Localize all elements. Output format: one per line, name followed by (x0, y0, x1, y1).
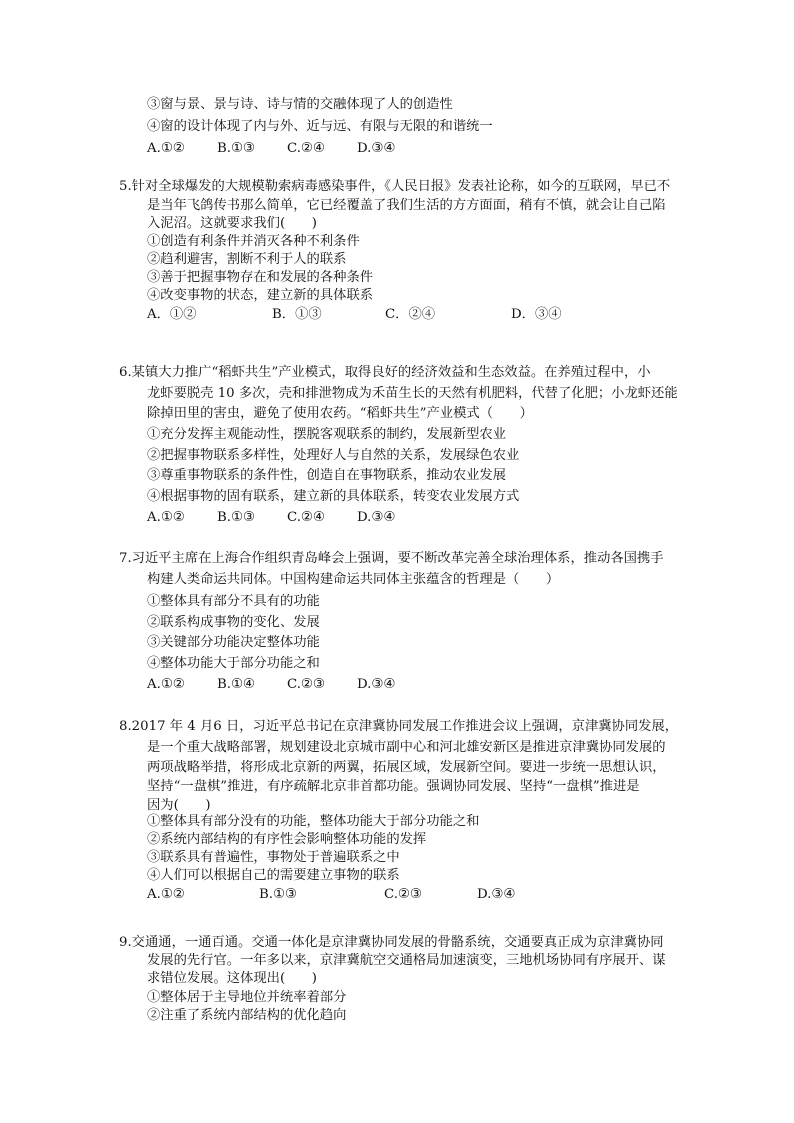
choice-d: D.③④ (357, 510, 396, 525)
option-item: ①整体具有部分没有的功能，整体功能大于部分功能之和 (147, 814, 480, 829)
option-item: ③关键部分功能决定整体功能 (147, 635, 320, 650)
option-item: ①整体具有部分不具有的功能 (147, 594, 320, 609)
answer-choices (147, 886, 515, 904)
choice-c: C.②④ (287, 510, 325, 525)
option-item: ④改变事物的状态，建立新的具体联系 (147, 288, 374, 303)
choice-a: A.①② (147, 887, 185, 902)
option-item: ①整体居于主导地位并统率着部分 (147, 990, 347, 1005)
choice-c: C.②③ (287, 677, 325, 692)
option-item: ④整体功能大于部分功能之和 (147, 656, 320, 671)
option-item: ④窗的设计体现了内与外、近与远、有限与无限的和谐统一 (147, 119, 493, 134)
answer-choices (147, 140, 395, 158)
question-7-stem: 7.习近平主席在上海合作组织青岛峰会上强调，要不断改革完善全球治理体系，推动各国携手 (119, 551, 664, 566)
answer-choices (147, 676, 395, 694)
question-5-stem: 5.针对全球爆发的大规模勒索病毒感染事件，《人民日报》发表社论称，如今的互联网，早已不 (119, 179, 671, 194)
question-8-stem: 坚持“一盘棋”推进，有序疏解北京非首都功能。强调协同发展、坚持“一盘棋”推进是 (147, 779, 640, 794)
choice-a: A.①② (147, 510, 185, 525)
choice-c: C．②④ (385, 307, 436, 322)
answer-choices (147, 509, 395, 527)
option-item: ②联系构成事物的变化、发展 (147, 615, 320, 630)
option-item: ③尊重事物联系的条件性，创造自在事物联系，推动农业发展 (147, 468, 507, 483)
question-8-stem: 因为( ) (147, 798, 211, 813)
option-item: ③联系具有普遍性，事物处于普遍联系之中 (147, 850, 400, 865)
choice-b: B.①④ (217, 677, 255, 692)
choice-a: A.①② (147, 141, 185, 156)
option-item: ④根据事物的固有联系，建立新的具体联系，转变农业发展方式 (147, 489, 520, 504)
question-5-stem: 是当年飞鸽传书那么简单，它已经覆盖了我们生活的方方面面，稍有不慎，就会让自己陷 (147, 198, 666, 213)
choice-c: C.②④ (287, 141, 325, 156)
choice-b: B.①③ (217, 510, 255, 525)
choice-d: D．③④ (511, 307, 562, 322)
choice-c: C.②③ (384, 887, 422, 902)
question-6-stem: 龙虾要脱壳 10 多次，壳和排泄物成为禾苗生长的天然有机肥料，代替了化肥；小龙虾还能 (147, 386, 678, 401)
question-7-stem: 构建人类命运共同体。中国构建命运共同体主张蕴含的哲理是（ ） (147, 572, 560, 587)
option-item: ②趋利避害，割断不利于人的联系 (147, 252, 347, 267)
option-item: ③窗与景、景与诗、诗与情的交融体现了人的创造性 (147, 97, 453, 112)
option-item: ②系统内部结构的有序性会影响整体功能的发挥 (147, 832, 427, 847)
choice-d: D.③④ (477, 887, 516, 902)
option-item: ②把握事物联系多样性，处理好人与自然的关系，发展绿色农业 (147, 448, 520, 463)
question-8-stem: 两项战略举措，将形成北京新的两翼，拓展区域，发展新空间。要进一步统一思想认识， (147, 760, 666, 775)
option-item: ①充分发挥主观能动性，摆脱客观联系的制约，发展新型农业 (147, 427, 507, 442)
option-item: ①创造有利条件并消灭各种不利条件 (147, 234, 360, 249)
question-9-stem: 9.交通通，一通百通。交通一体化是京津冀协同发展的骨骼系统，交通要真正成为京津冀协同 (119, 935, 664, 950)
option-item: ④人们可以根据自己的需要建立事物的联系 (147, 868, 400, 883)
question-5-stem: 入泥沼。这就要求我们( ) (147, 216, 317, 231)
choice-a: A.①② (147, 677, 185, 692)
question-6-stem: 除掉田里的害虫，避免了使用农药。“稻虾共生”产业模式（ ） (147, 406, 533, 421)
option-item: ②注重了系统内部结构的优化趋向 (147, 1008, 347, 1023)
question-8-stem: 8.2017 年 4 月6 日，习近平总书记在京津冀协同发展工作推进会议上强调，京津冀协同发展， (119, 719, 679, 734)
question-8-stem: 是一个重大战略部署，规划建设北京城市副中心和河北雄安新区是推进京津冀协同发展的 (147, 740, 666, 755)
question-9-stem: 发展的先行官。一年多以来，京津冀航空交通格局加速演变，三地机场协同有序展开、谋 (147, 953, 666, 968)
choice-b: B.①③ (217, 141, 255, 156)
option-item: ③善于把握事物存在和发展的各种条件 (147, 270, 374, 285)
choice-b: B．①③ (272, 307, 322, 322)
choice-d: D.③④ (357, 141, 396, 156)
question-6-stem: 6.某镇大力推广“稻虾共生”产业模式，取得良好的经济效益和生态效益。在养殖过程中，小 (119, 365, 651, 380)
answer-choices (147, 306, 562, 324)
choice-a: A．①② (147, 307, 197, 322)
question-9-stem: 求错位发展。这体现出( ) (147, 971, 317, 986)
choice-d: D.③④ (357, 677, 396, 692)
choice-b: B.①③ (259, 887, 297, 902)
